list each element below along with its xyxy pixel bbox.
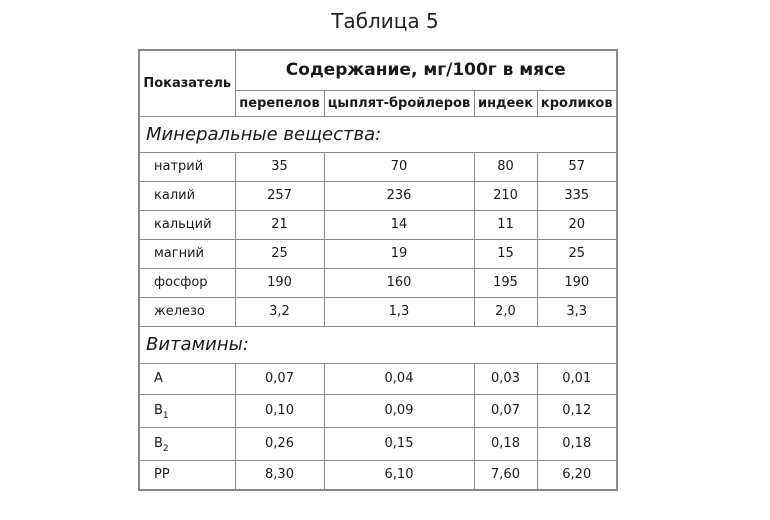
header-content: Содержание, мг/100г в мясе — [235, 50, 617, 90]
column-header: цыплят-бройлеров — [324, 90, 474, 116]
table-row — [139, 210, 617, 239]
table-cell: 6,20 — [537, 460, 617, 490]
row-label-text: А — [154, 371, 163, 386]
table-cell: 0,01 — [537, 363, 617, 394]
table-row — [139, 394, 617, 427]
column-header: перепелов — [235, 90, 324, 116]
row-label — [139, 427, 235, 460]
row-label-subscript: 1 — [162, 411, 169, 421]
table-cell: 236 — [324, 181, 474, 210]
table-cell: 19 — [324, 239, 474, 268]
row-label — [139, 210, 235, 239]
table-cell: 70 — [324, 152, 474, 181]
table-cell: 35 — [235, 152, 324, 181]
row-label — [139, 394, 235, 427]
table-cell: 0,26 — [235, 427, 324, 460]
table-row — [139, 363, 617, 394]
table-cell: 8,30 — [235, 460, 324, 490]
header-indicator: Показатель — [139, 50, 235, 116]
row-label-text: калий — [154, 188, 196, 203]
table-cell: 57 — [537, 152, 617, 181]
table-row — [139, 427, 617, 460]
section-title: Витамины: — [139, 326, 617, 363]
row-label — [139, 460, 235, 490]
table-row — [139, 268, 617, 297]
table-cell: 11 — [474, 210, 537, 239]
table-cell: 0,10 — [235, 394, 324, 427]
table-cell: 0,04 — [324, 363, 474, 394]
row-label-text: В — [154, 403, 163, 418]
table-cell: 190 — [235, 268, 324, 297]
table-cell: 15 — [474, 239, 537, 268]
table-cell: 80 — [474, 152, 537, 181]
table-row — [139, 297, 617, 326]
table-cell: 0,07 — [474, 394, 537, 427]
nutrient-table — [138, 49, 618, 491]
table-cell: 25 — [235, 239, 324, 268]
row-label-subscript: 2 — [162, 444, 169, 454]
row-label — [139, 363, 235, 394]
table-cell: 25 — [537, 239, 617, 268]
row-label — [139, 152, 235, 181]
table-cell: 0,09 — [324, 394, 474, 427]
row-label-text: В — [154, 436, 163, 451]
table-cell: 21 — [235, 210, 324, 239]
row-label — [139, 268, 235, 297]
table-row — [139, 152, 617, 181]
section-title: Минеральные вещества: — [139, 116, 617, 152]
table-cell: 195 — [474, 268, 537, 297]
table-cell: 14 — [324, 210, 474, 239]
table-cell: 335 — [537, 181, 617, 210]
column-header: индеек — [474, 90, 537, 116]
row-label-text: РР — [154, 467, 170, 483]
table-cell: 20 — [537, 210, 617, 239]
row-label-text: натрий — [154, 159, 204, 174]
row-label — [139, 239, 235, 268]
table-cell: 6,10 — [324, 460, 474, 490]
table-cell: 257 — [235, 181, 324, 210]
table-cell: 7,60 — [474, 460, 537, 490]
table-cell: 3,2 — [235, 297, 324, 326]
table-cell: 0,03 — [474, 363, 537, 394]
row-label-text: фосфор — [154, 275, 208, 290]
section-row — [139, 116, 617, 152]
table-cell: 0,18 — [537, 427, 617, 460]
table-cell: 1,3 — [324, 297, 474, 326]
table-row — [139, 460, 617, 490]
table-cell: 160 — [324, 268, 474, 297]
table-cell: 3,3 — [537, 297, 617, 326]
row-label — [139, 297, 235, 326]
table-cell: 0,12 — [537, 394, 617, 427]
row-label-text: железо — [154, 304, 205, 319]
table-caption: Таблица 5 — [331, 9, 439, 33]
table-cell: 190 — [537, 268, 617, 297]
table-row — [139, 239, 617, 268]
row-label-text: магний — [154, 246, 205, 261]
table-cell: 0,18 — [474, 427, 537, 460]
table-row — [139, 181, 617, 210]
table-cell: 2,0 — [474, 297, 537, 326]
table-cell: 210 — [474, 181, 537, 210]
column-header: кроликов — [537, 90, 617, 116]
section-row — [139, 326, 617, 363]
table-cell: 0,07 — [235, 363, 324, 394]
table-cell: 0,15 — [324, 427, 474, 460]
row-label-text: кальций — [154, 217, 212, 232]
row-label — [139, 181, 235, 210]
